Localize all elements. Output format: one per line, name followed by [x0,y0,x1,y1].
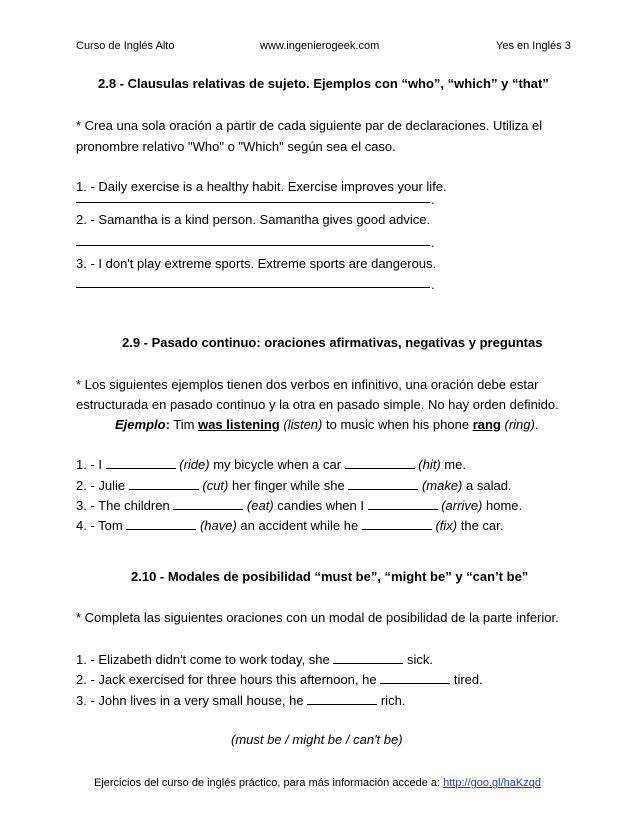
answer-period-2: . [431,235,435,250]
instruction-2-9-line2: estructurada en pasado continuo y la otra en pasado simple. No hay orden definido. [76,397,559,412]
blank[interactable] [126,517,196,530]
answer-line-2 [76,245,430,246]
blank[interactable] [129,477,199,490]
blank[interactable] [380,671,450,684]
verb-exercise-row: 1. - I (ride) my bicycle when a car (hit) me. [76,457,466,472]
answer-line-3 [76,287,430,288]
section-title-2-10: 2.10 - Modales de posibilidad “must be”, “might be” y “can’t be” [131,569,529,584]
example-label: Ejemplo [115,417,166,432]
blank[interactable] [173,497,243,510]
blank[interactable] [362,517,432,530]
blank[interactable] [368,497,438,510]
header-website: www.ingenierogeek.com [260,40,380,52]
blank[interactable] [106,456,176,469]
instruction-2-8-line2: pronombre relativo "Who" o "Which" según sea el caso. [76,139,396,154]
blank[interactable] [307,692,377,705]
section-title-2-9: 2.9 - Pasado continuo: oraciones afirmativas, negativas y preguntas [122,335,543,350]
modal-exercise-row: 1. - Elizabeth didn't come to work today, she sick. [76,652,433,667]
instruction-2-8-line1: * Crea una sola oración a partir de cada siguiente par de declaraciones. Utiliza el [76,118,543,133]
section-title-2-8: 2.8 - Clausulas relativas de sujeto. Ejemplos con “who”, “which” y “that” [98,76,549,91]
verb-exercise-row: 2. - Julie (cut) her finger while she (make) a salad. [76,478,512,493]
blank[interactable] [333,651,403,664]
header-level: Yes en Inglés 3 [496,40,571,52]
header-course: Curso de Inglés Alto [76,40,175,52]
answer-period-1: . [431,192,435,207]
instruction-2-9-line1: * Los siguientes ejemplos tienen dos verbos en infinitivo, una oración debe estar [76,377,539,392]
answer-line-1 [76,202,430,203]
modal-exercise-row: 2. - Jack exercised for three hours this afternoon, he tired. [76,672,483,687]
example-sentence: Ejemplo: Tim was listening (listen) to music when his phone rang (ring). [115,417,539,432]
exercise-item-2: 2. - Samantha is a kind person. Samantha gives good advice. [76,212,431,227]
verb-exercise-row: 3. - The children (eat) candies when I (arrive) home. [76,498,523,513]
answer-period-3: . [431,277,435,292]
modal-options: (must be / might be / can't be) [231,732,403,747]
footer-text: Ejercicios del curso de inglés práctico, para más información accede a: [94,777,444,789]
exercise-item-1: 1. - Daily exercise is a healthy habit. Exercise improves your life. [76,179,447,194]
modal-exercise-row: 3. - John lives in a very small house, he rich. [76,693,406,708]
footer [94,777,541,789]
footer-link[interactable]: http://goo.gl/haKzqd [443,777,541,789]
blank[interactable] [345,456,415,469]
verb-exercise-row: 4. - Tom (have) an accident while he (fix) the car. [76,518,504,533]
instruction-2-10: * Completa las siguientes oraciones con un modal de posibilidad de la parte inferior. [76,610,559,625]
blank[interactable] [348,477,418,490]
exercise-item-3: 3. - I don't play extreme sports. Extreme sports are dangerous. [76,256,437,271]
